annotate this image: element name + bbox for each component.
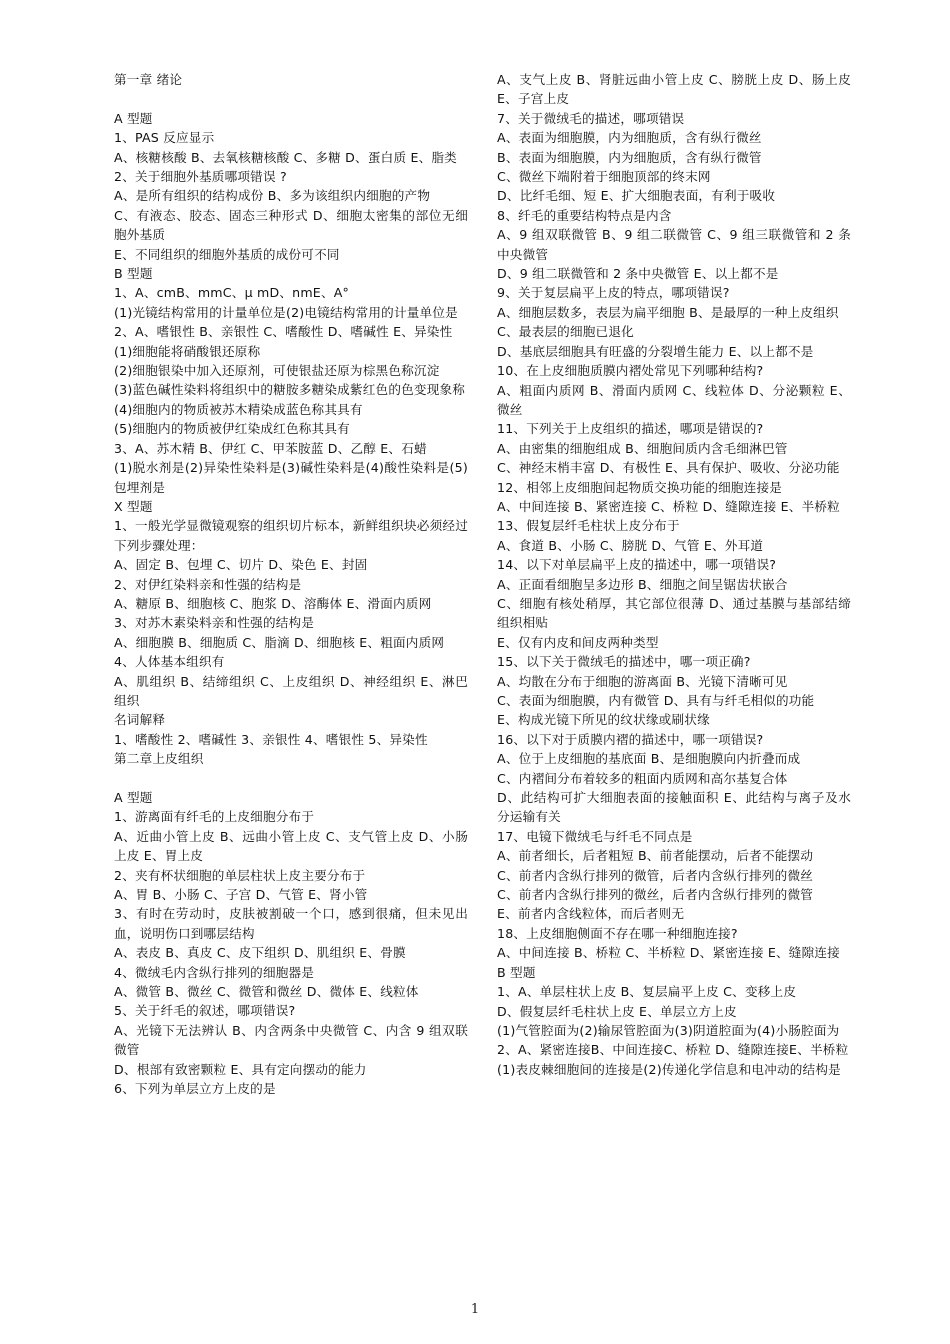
left-column: [114, 70, 468, 1099]
text-line: C、神经末梢丰富 D、有极性 E、具有保护、吸收、分泌功能: [497, 460, 840, 476]
text-line: X 型题: [114, 498, 153, 514]
text-line: C、内褶间分布着较多的粗面内质网和高尔基复合体: [497, 770, 788, 786]
text-line: B、表面为细胞膜，内为细胞质，含有纵行微管: [497, 149, 762, 165]
text-line: (2)细胞银染中加入还原剂，可使银盐还原为棕黑色称沉淀: [114, 363, 440, 379]
text-line: A、食道 B、小肠 C、膀胱 D、气管 E、外耳道: [497, 537, 764, 553]
text-line: A、均散在分布于细胞的游离面 B、光镜下清晰可见: [497, 673, 788, 689]
text-line: 14、以下对单层扁平上皮的描述中，哪一项错误?: [497, 557, 777, 573]
text-line: 13、假复层纤毛柱状上皮分布于: [497, 518, 680, 534]
text-line: 8、纤毛的重要结构特点是内含: [497, 207, 672, 223]
text-line: D、假复层纤毛柱状上皮 E、单层立方上皮: [497, 1003, 737, 1019]
text-line: A、前者细长，后者粗短 B、前者能摆动，后者不能摆动: [497, 848, 814, 864]
text-line: A、是所有组织的结构成份 B、多为该组织内细胞的产物: [114, 188, 431, 204]
text-line: C、细胞有核处稍厚，其它部位很薄 D、通过基膜与基部结缔组织相贴: [497, 595, 851, 631]
text-line: 4、人体基本组织有: [114, 654, 225, 670]
text-line: E、构成光镜下所见的纹状缘或刷状缘: [497, 712, 710, 728]
text-line: 3、有时在劳动时，皮肤被割破一个口，感到很痛，但未见出血，说明伤口到哪层结构: [114, 906, 468, 941]
text-line: C、微丝下端附着于细胞顶部的终末网: [497, 169, 711, 185]
text-line: C、前者内含纵行排列的微管，后者内含纵行排列的微丝: [497, 867, 814, 883]
text-line: [114, 89, 468, 108]
page-number: 1: [470, 1302, 480, 1317]
text-line: A、表皮 B、真皮 C、皮下组织 D、肌组织 E、骨膜: [114, 945, 406, 961]
text-line: (5)细胞内的物质被伊红染成红色称其具有: [114, 421, 350, 437]
text-line: 2、夹有杯状细胞的单层柱状上皮主要分布于: [114, 867, 366, 883]
text-line: 3、对苏木素染料亲和性强的结构是: [114, 615, 315, 631]
text-line: (1)表皮棘细胞间的连接是(2)传递化学信息和电冲动的结构是: [497, 1061, 841, 1077]
text-line: (1)脱水剂是(2)异染性染料是(3)碱性染料是(4)酸性染料是(5)包埋剂是: [114, 460, 468, 495]
text-line: 17、电镜下微绒毛与纤毛不同点是: [497, 828, 693, 844]
text-line: A、由密集的细胞组成 B、细胞间质内含毛细淋巴管: [497, 440, 788, 456]
text-line: E、仅有内皮和间皮两种类型: [497, 634, 659, 650]
text-line: 第一章 绪论: [114, 72, 183, 87]
text-line: C、前者内含纵行排列的微丝，后者内含纵行排列的微管: [497, 887, 814, 903]
text-line: 2、A、嗜银性 B、亲银性 C、嗜酸性 D、嗜碱性 E、异染性: [114, 324, 453, 340]
text-line: A、支气上皮 B、肾脏远曲小管上皮 C、膀胱上皮 D、肠上皮 E、子宫上皮: [497, 72, 851, 107]
text-line: 2、对伊红染料亲和性强的结构是: [114, 576, 302, 592]
text-line: A、中间连接 B、桥粒 C、半桥粒 D、紧密连接 E、缝隙连接: [497, 945, 840, 961]
text-line: A、肌组织 B、结缔组织 C、上皮组织 D、神经组织 E、淋巴组织: [114, 673, 468, 708]
text-line: 7、关于微绒毛的描述，哪项错误: [497, 110, 685, 126]
text-line: (1)细胞能将硝酸银还原称: [114, 343, 261, 359]
text-line: A、微管 B、微丝 C、微管和微丝 D、微体 E、线粒体: [114, 984, 419, 1000]
text-line: E、前者内含线粒体，而后者则无: [497, 906, 685, 922]
text-line: A、糖原 B、细胞核 C、胞浆 D、溶酶体 E、滑面内质网: [114, 595, 432, 611]
text-line: A、细胞层数多，表层为扁平细胞 B、是最厚的一种上皮组织: [497, 304, 839, 320]
text-line: D、比纤毛细、短 E、扩大细胞表面，有利于吸收: [497, 188, 776, 204]
text-line: 9、关于复层扁平上皮的特点，哪项错误?: [497, 285, 730, 301]
text-line: 第二章上皮组织: [114, 751, 204, 767]
text-line: A、9 组双联微管 B、9 组二联微管 C、9 组三联微管和 2 条中央微管: [497, 227, 851, 262]
right-column: [497, 70, 851, 1079]
text-line: 3、A、苏木精 B、伊红 C、甲苯胺蓝 D、乙醇 E、石蜡: [114, 440, 427, 456]
text-line: D、9 组二联微管和 2 条中央微管 E、以上都不是: [497, 266, 779, 282]
text-line: 12、相邻上皮细胞间起物质交换功能的细胞连接是: [497, 479, 783, 495]
text-line: A、表面为细胞膜，内为细胞质，含有纵行微丝: [497, 130, 762, 146]
text-line: A 型题: [114, 790, 153, 805]
text-line: 18、上皮细胞侧面不存在哪一种细胞连接?: [497, 925, 738, 941]
text-line: A、近曲小管上皮 B、远曲小管上皮 C、支气管上皮 D、小肠上皮 E、胃上皮: [114, 828, 468, 864]
text-line: (3)蓝色碱性染料将组织中的糖胺多糖染成紫红色的色变现象称: [114, 382, 466, 398]
text-line: D、此结构可扩大细胞表面的接触面积 E、此结构与离子及水分运输有关: [497, 790, 851, 825]
text-line: C、表面为细胞膜，内有微管 D、具有与纤毛相似的功能: [497, 693, 815, 708]
text-line: 1、A、单层柱状上皮 B、复层扁平上皮 C、变移上皮: [497, 984, 797, 1000]
text-line: B 型题: [114, 266, 153, 282]
text-line: 11、下列关于上皮组织的描述，哪项是错误的?: [497, 421, 764, 437]
text-line: 1、游离面有纤毛的上皮细胞分布于: [114, 809, 315, 825]
text-line: A、粗面内质网 B、滑面内质网 C、线粒体 D、分泌颗粒 E、微丝: [497, 382, 851, 417]
text-line: A、中间连接 B、紧密连接 C、桥粒 D、缝隙连接 E、半桥粒: [497, 498, 840, 514]
text-line: A、光镜下无法辨认 B、内含两条中央微管 C、内含 9 组双联微管: [114, 1022, 468, 1058]
text-line: 名词解释: [114, 712, 166, 728]
text-line: (4)细胞内的物质被苏木精染成蓝色称其具有: [114, 401, 363, 417]
text-line: A、固定 B、包埋 C、切片 D、染色 E、封固: [114, 557, 368, 573]
text-line: A、胃 B、小肠 C、子宫 D、气管 E、肾小管: [114, 887, 368, 903]
text-line: A、正面看细胞呈多边形 B、细胞之间呈锯齿状嵌合: [497, 576, 788, 592]
text-line: 1、嗜酸性 2、嗜碱性 3、亲银性 4、嗜银性 5、异染性: [114, 731, 428, 747]
text-line: D、基底层细胞具有旺盛的分裂增生能力 E、以上都不是: [497, 343, 814, 359]
text-line: 1、PAS 反应显示: [114, 130, 215, 146]
text-line: 2、A、紧密连接B、中间连接C、桥粒 D、缝隙连接E、半桥粒: [497, 1042, 849, 1058]
text-line: 4、微绒毛内含纵行排列的细胞器是: [114, 964, 315, 980]
text-line: 5、关于纤毛的叙述，哪项错误?: [114, 1003, 296, 1019]
text-line: A、位于上皮细胞的基底面 B、是细胞膜向内折叠而成: [497, 751, 801, 767]
text-line: 16、以下对于质膜内褶的描述中，哪一项错误?: [497, 731, 764, 747]
text-line: B 型题: [497, 964, 536, 980]
text-line: A、细胞膜 B、细胞质 C、脂滴 D、细胞核 E、粗面内质网: [114, 634, 445, 650]
text-line: 2、关于细胞外基质哪项错误 ?: [114, 169, 287, 185]
text-line: A 型题: [114, 110, 153, 126]
text-line: D、根部有致密颗粒 E、具有定向摆动的能力: [114, 1061, 367, 1077]
text-line: E、不同组织的细胞外基质的成份可不同: [114, 246, 340, 262]
text-line: C、最表层的细胞已退化: [497, 324, 634, 340]
text-line: 1、一般光学显微镜观察的组织切片标本，新鲜组织块必须经过下列步骤处理：: [114, 518, 468, 553]
text-line: (1)光镜结构常用的计量单位是(2)电镜结构常用的计量单位是: [114, 304, 458, 320]
text-line: A、核糖核酸 B、去氧核糖核酸 C、多糖 D、蛋白质 E、脂类: [114, 149, 457, 165]
text-line: 1、A、cmB、mmC、μ mD、nmE、A°: [114, 285, 350, 301]
text-line: C、有液态、胶态、固态三种形式 D、细胞太密集的部位无细胞外基质: [114, 207, 468, 243]
text-line: 15、以下关于微绒毛的描述中，哪一项正确?: [497, 654, 751, 670]
text-line: [114, 769, 468, 788]
text-line: 6、下列为单层立方上皮的是: [114, 1081, 276, 1097]
text-line: (1)气管腔面为(2)输尿管腔面为(3)阴道腔面为(4)小肠腔面为: [497, 1022, 840, 1038]
text-line: 10、在上皮细胞质膜内褶处常见下列哪种结构?: [497, 363, 764, 379]
